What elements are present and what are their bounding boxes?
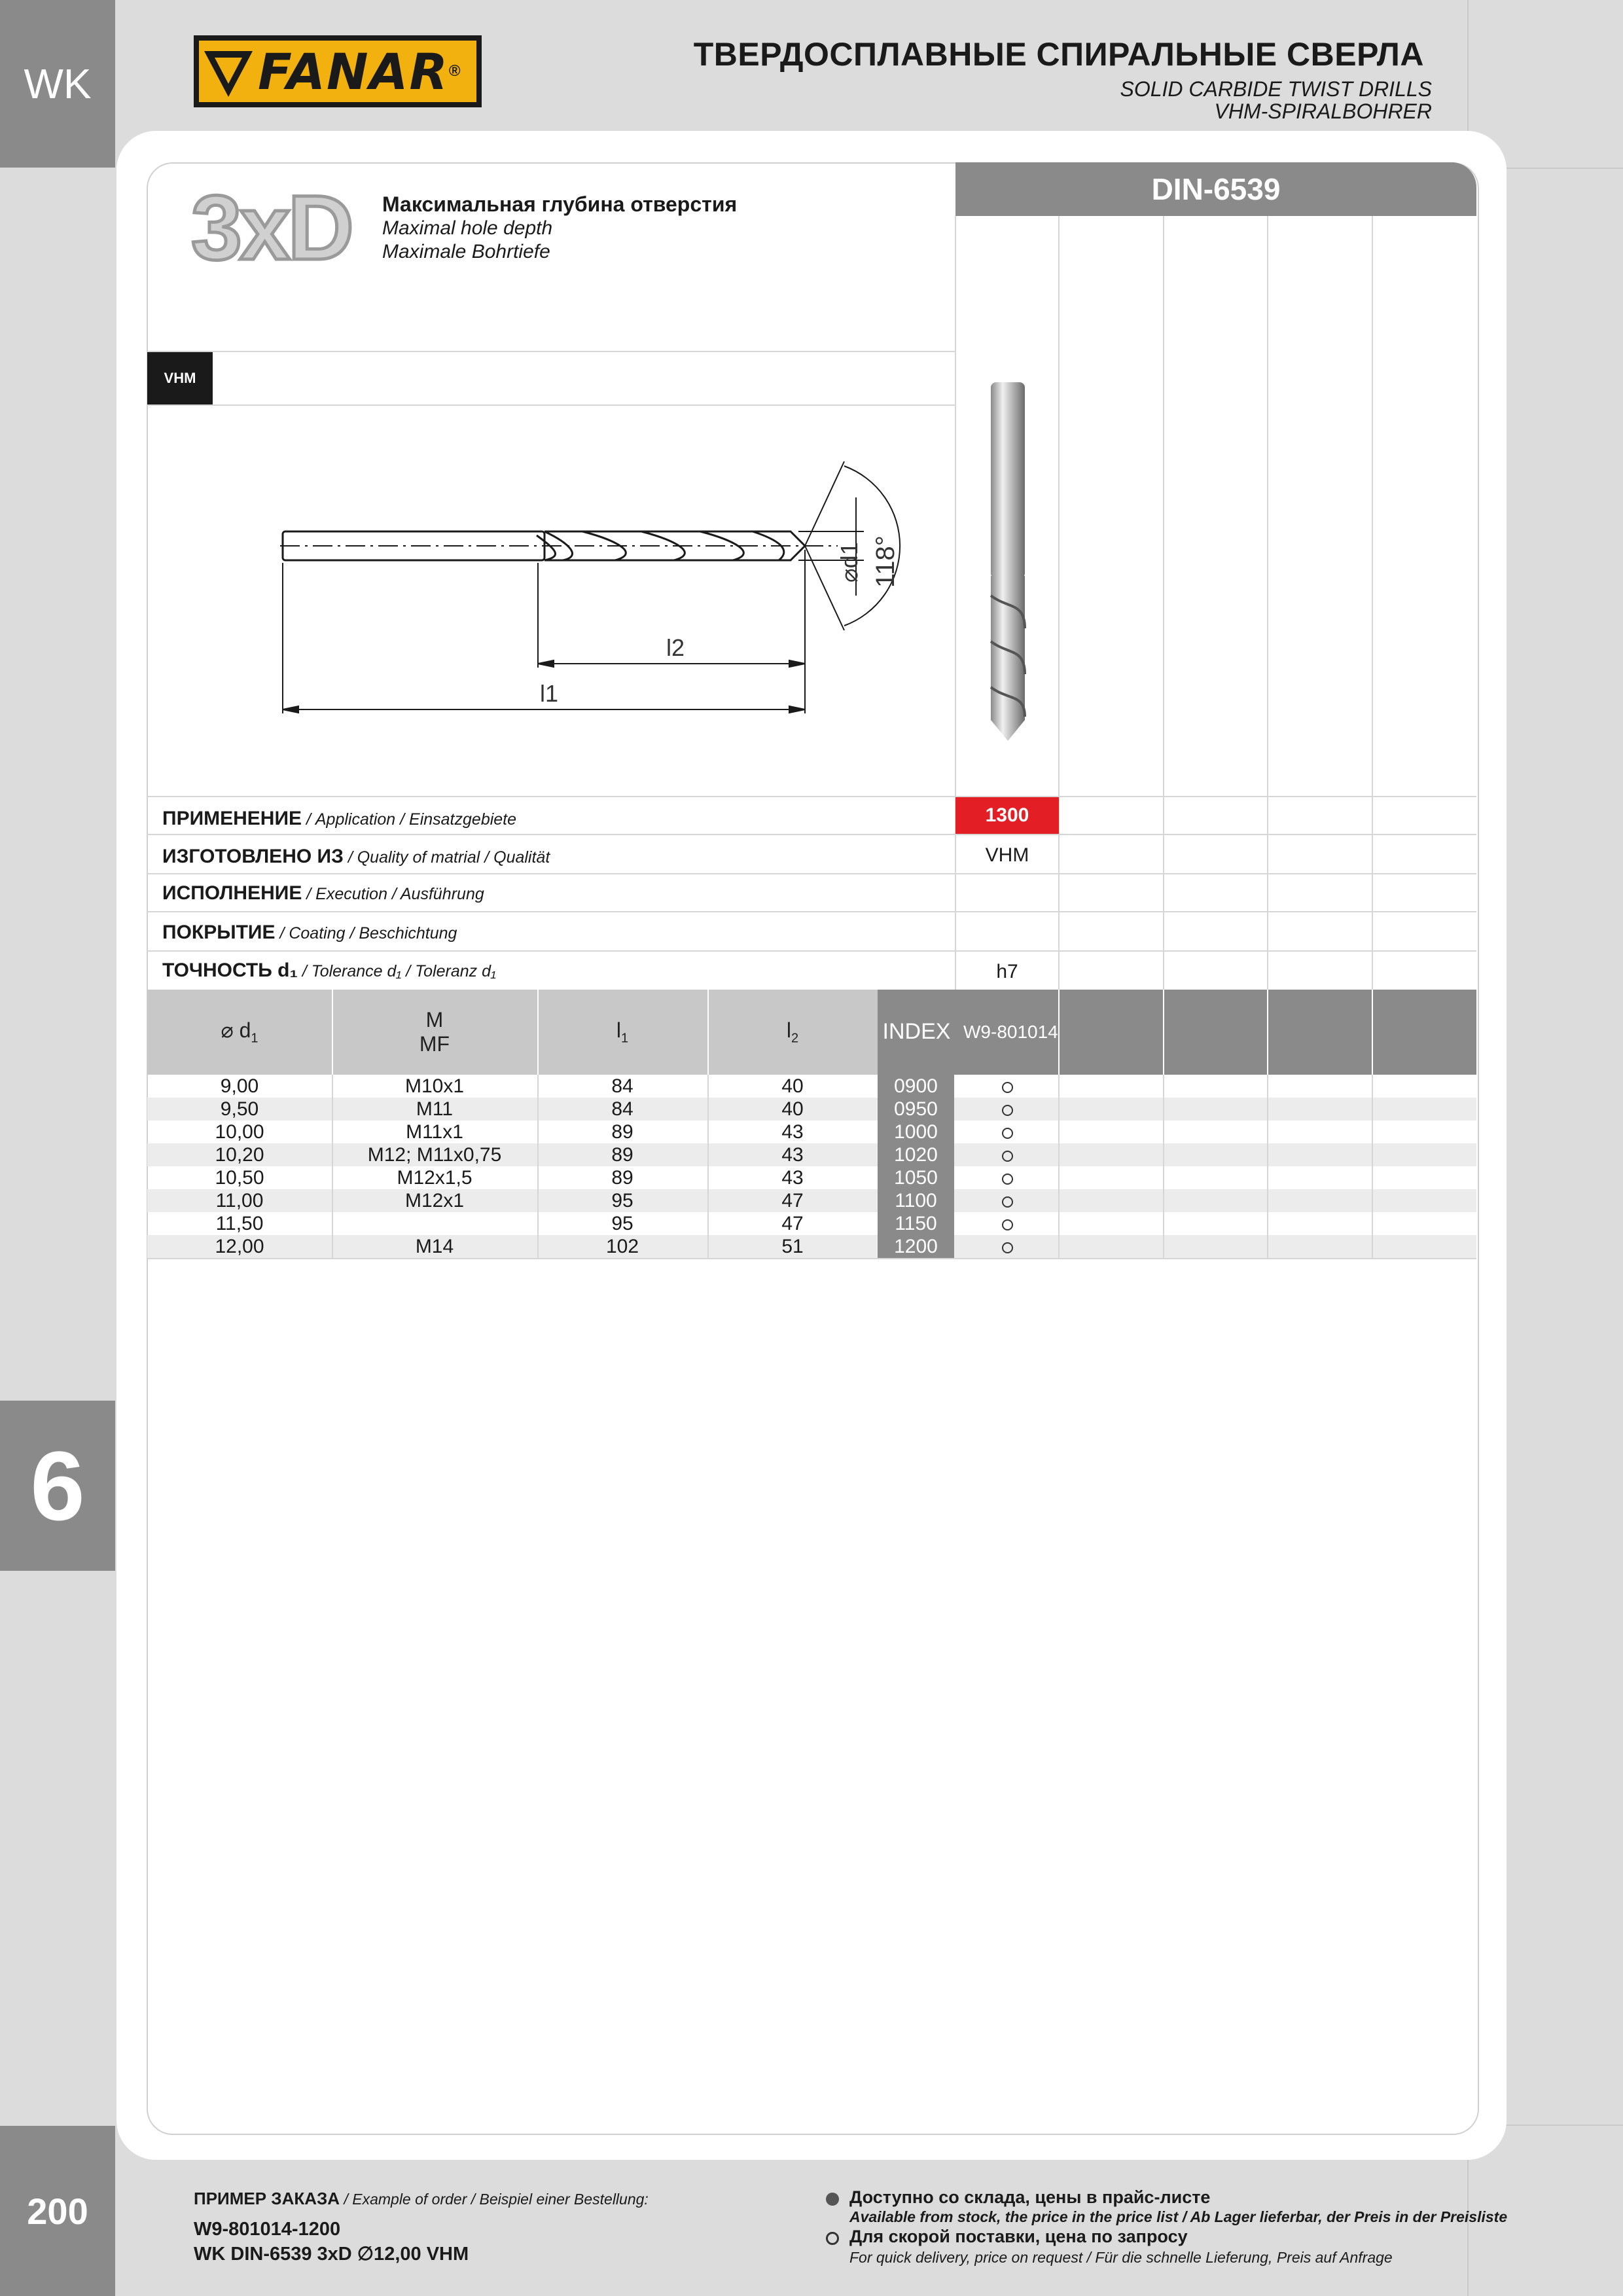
table-row: [147, 1166, 1476, 1189]
col-header-index: [878, 990, 955, 1075]
cell-thread: M11x1: [406, 1121, 463, 1143]
cell-d1: 11,50: [215, 1213, 264, 1234]
col-header-l1-text: l: [616, 1018, 621, 1042]
property-ru: ТОЧНОСТЬ d₁: [162, 960, 298, 981]
availability-cell: [955, 1166, 1059, 1189]
col-header-article: W9-801014: [963, 1021, 1058, 1042]
on-request-circle-icon: [1002, 1242, 1013, 1253]
material-badge: [147, 352, 213, 404]
brand-tab: [0, 0, 115, 168]
col-header-mf: MF: [419, 1032, 450, 1056]
l1-label: l1: [540, 680, 559, 707]
order-example-label: [194, 2189, 649, 2209]
cell-l1: 102: [605, 1236, 639, 1257]
section-tab: [0, 1401, 115, 1571]
page-title-ru: ТВЕРДОСПЛАВНЫЕ СПИРАЛЬНЫЕ СВЕРЛА: [693, 36, 1424, 73]
col-header-m: M: [425, 1008, 444, 1032]
page-number-tab: [0, 2126, 115, 2296]
d1-label: ⌀d1: [836, 542, 863, 583]
cell-d1: 11,00: [215, 1190, 264, 1211]
depth-label-en: Maximal hole depth: [382, 217, 553, 239]
cell-index: 1150: [878, 1212, 954, 1235]
cell-index: 0900: [878, 1075, 954, 1098]
cell-l2: 47: [781, 1190, 804, 1211]
cell-l1: 95: [611, 1213, 633, 1234]
cell-l1: 95: [611, 1190, 633, 1211]
availability-cell: [955, 1212, 1059, 1235]
cell-thread: M12x1,5: [397, 1167, 473, 1189]
property-translation: / Execution / Ausführung: [302, 885, 484, 903]
legend-in-stock-ru: Доступно со склада, цены в прайс-листе: [849, 2187, 1211, 2207]
availability-cell: [955, 1075, 1059, 1098]
angle-label: 118°: [871, 535, 900, 588]
cell-l1: 84: [611, 1075, 633, 1097]
cell-l2: 43: [781, 1121, 804, 1143]
cell-d1: 12,00: [215, 1236, 264, 1257]
col-header-l1: [537, 990, 707, 1075]
col-header-d1-text: ⌀ d: [221, 1018, 251, 1042]
material-badge-label: VHM: [164, 370, 196, 386]
property-ru: ИЗГОТОВЛЕНО ИЗ: [162, 846, 344, 867]
cell-thread: M12x1: [404, 1190, 465, 1211]
property-tolerance-label: [162, 960, 496, 982]
legend-on-request-ru: Для скорой поставки, цена по запросу: [849, 2227, 1188, 2246]
table-row: [147, 1212, 1476, 1235]
cell-d1: 9,00: [220, 1075, 259, 1097]
col-header-index-text: INDEX: [882, 1019, 951, 1045]
table-row: [147, 1121, 1476, 1143]
table-row: [147, 1235, 1476, 1258]
property-ru: ПОКРЫТИЕ: [162, 922, 276, 943]
standard-header: [955, 162, 1476, 216]
depth-label-de: Maximale Bohrtiefe: [382, 241, 550, 262]
cell-l1: 89: [611, 1167, 633, 1189]
cell-l2: 40: [781, 1098, 804, 1120]
on-request-circle-icon: [1002, 1151, 1013, 1162]
col-header-thread: [332, 990, 537, 1075]
standard-label: DIN-6539: [1151, 172, 1281, 206]
cell-l2: 40: [781, 1075, 804, 1097]
cell-d1: 10,20: [215, 1144, 264, 1166]
cell-thread: M14: [415, 1236, 454, 1257]
fanar-logo: [194, 35, 482, 107]
tolerance-value: h7: [996, 961, 1018, 982]
logo-text: FANAR: [258, 42, 449, 101]
cell-thread: M11: [416, 1098, 454, 1120]
material-value: VHM: [985, 844, 1029, 866]
property-material-label: [162, 846, 550, 868]
property-translation: / Quality of matrial / Qualität: [343, 848, 550, 867]
property-translation: / Tolerance d₁ / Toleranz d₁: [297, 962, 496, 980]
property-application-label: [162, 808, 516, 830]
on-request-circle-icon: [1002, 1219, 1013, 1230]
col-header-d1-sub: 1: [251, 1031, 259, 1046]
on-request-circle-icon: [1002, 1174, 1013, 1185]
col-header-l2-sub: 2: [791, 1031, 799, 1046]
cell-l2: 51: [781, 1236, 804, 1257]
property-translation: / Coating / Beschichtung: [275, 924, 457, 942]
property-ru: ИСПОЛНЕНИЕ: [162, 882, 302, 904]
page-title-de: VHM-SPIRALBOHRER: [1214, 99, 1432, 123]
property-coating-label: [162, 922, 457, 944]
availability-cell: [955, 1143, 1059, 1166]
order-example-translation: / Example of order / Beispiel einer Bestellung:: [340, 2191, 649, 2208]
cell-d1: 10,00: [215, 1121, 264, 1143]
on-request-circle-icon: [1002, 1105, 1013, 1116]
section-number: 6: [30, 1430, 85, 1541]
l2-label: l2: [666, 634, 685, 661]
cell-index: 1050: [878, 1166, 954, 1189]
cell-thread: [332, 1212, 537, 1235]
order-example-description: WK DIN-6539 3xD ∅12,00 VHM: [194, 2244, 469, 2265]
property-translation: / Application / Einsatzgebiete: [302, 810, 517, 829]
col-header-article-area: [955, 990, 1476, 1075]
logo-registered-mark: ®: [448, 62, 461, 80]
order-example-ru: ПРИМЕР ЗАКАЗА: [194, 2189, 340, 2208]
on-request-circle-icon: [826, 2232, 839, 2245]
legend-in-stock-en: Available from stock, the price in the price list / Ab Lager lieferbar, der Preis in der Preisliste: [849, 2208, 1508, 2225]
order-example-code: W9-801014-1200: [194, 2219, 341, 2240]
legend-on-request-en: For quick delivery, price on request / Für die schnelle Lieferung, Preis auf Anfrage: [849, 2249, 1393, 2266]
application-value: 1300: [985, 804, 1029, 826]
col-header-l1-sub: 1: [620, 1031, 629, 1046]
cell-l1: 84: [611, 1098, 633, 1120]
cell-index: 1020: [878, 1143, 954, 1166]
cell-index: 1100: [878, 1189, 954, 1212]
page-number: 200: [27, 2190, 88, 2232]
availability-cell: [955, 1189, 1059, 1212]
table-row: [147, 1098, 1476, 1121]
drill-technical-drawing: [275, 452, 916, 726]
col-header-l2-text: l: [786, 1018, 791, 1042]
table-row: [147, 1143, 1476, 1166]
availability-cell: [955, 1098, 1059, 1121]
depth-label-ru: Максимальная глубина отверстия: [382, 192, 738, 216]
col-header-d1: [147, 990, 332, 1075]
cell-l2: 43: [781, 1167, 804, 1189]
table-row: [147, 1189, 1476, 1212]
application-value-badge: [955, 797, 1059, 834]
property-execution-label: [162, 882, 484, 905]
cell-d1: 10,50: [215, 1167, 264, 1189]
col-header-l2: [707, 990, 878, 1075]
cell-thread: M12; M11x0,75: [367, 1144, 502, 1166]
on-request-circle-icon: [1002, 1082, 1013, 1093]
page-title-en: SOLID CARBIDE TWIST DRILLS: [1120, 77, 1432, 101]
drill-photo: [982, 380, 1034, 746]
cell-index: 1000: [878, 1121, 954, 1143]
cell-thread: M10x1: [404, 1075, 465, 1097]
table-row: [147, 1075, 1476, 1098]
cell-index: 0950: [878, 1098, 954, 1121]
availability-cell: [955, 1121, 1059, 1143]
cell-d1: 9,50: [220, 1098, 259, 1120]
cell-l1: 89: [611, 1121, 633, 1143]
on-request-circle-icon: [1002, 1128, 1013, 1139]
brand-tab-label: WK: [24, 60, 92, 107]
cell-l2: 43: [781, 1144, 804, 1166]
depth-code: 3xD: [191, 176, 351, 279]
availability-cell: [955, 1235, 1059, 1258]
cell-index: 1200: [878, 1235, 954, 1258]
in-stock-dot-icon: [826, 2193, 839, 2206]
cell-l1: 89: [611, 1144, 633, 1166]
cell-l2: 47: [781, 1213, 804, 1234]
on-request-circle-icon: [1002, 1196, 1013, 1208]
property-ru: ПРИМЕНЕНИЕ: [162, 808, 302, 829]
logo-v-icon: [199, 41, 258, 102]
